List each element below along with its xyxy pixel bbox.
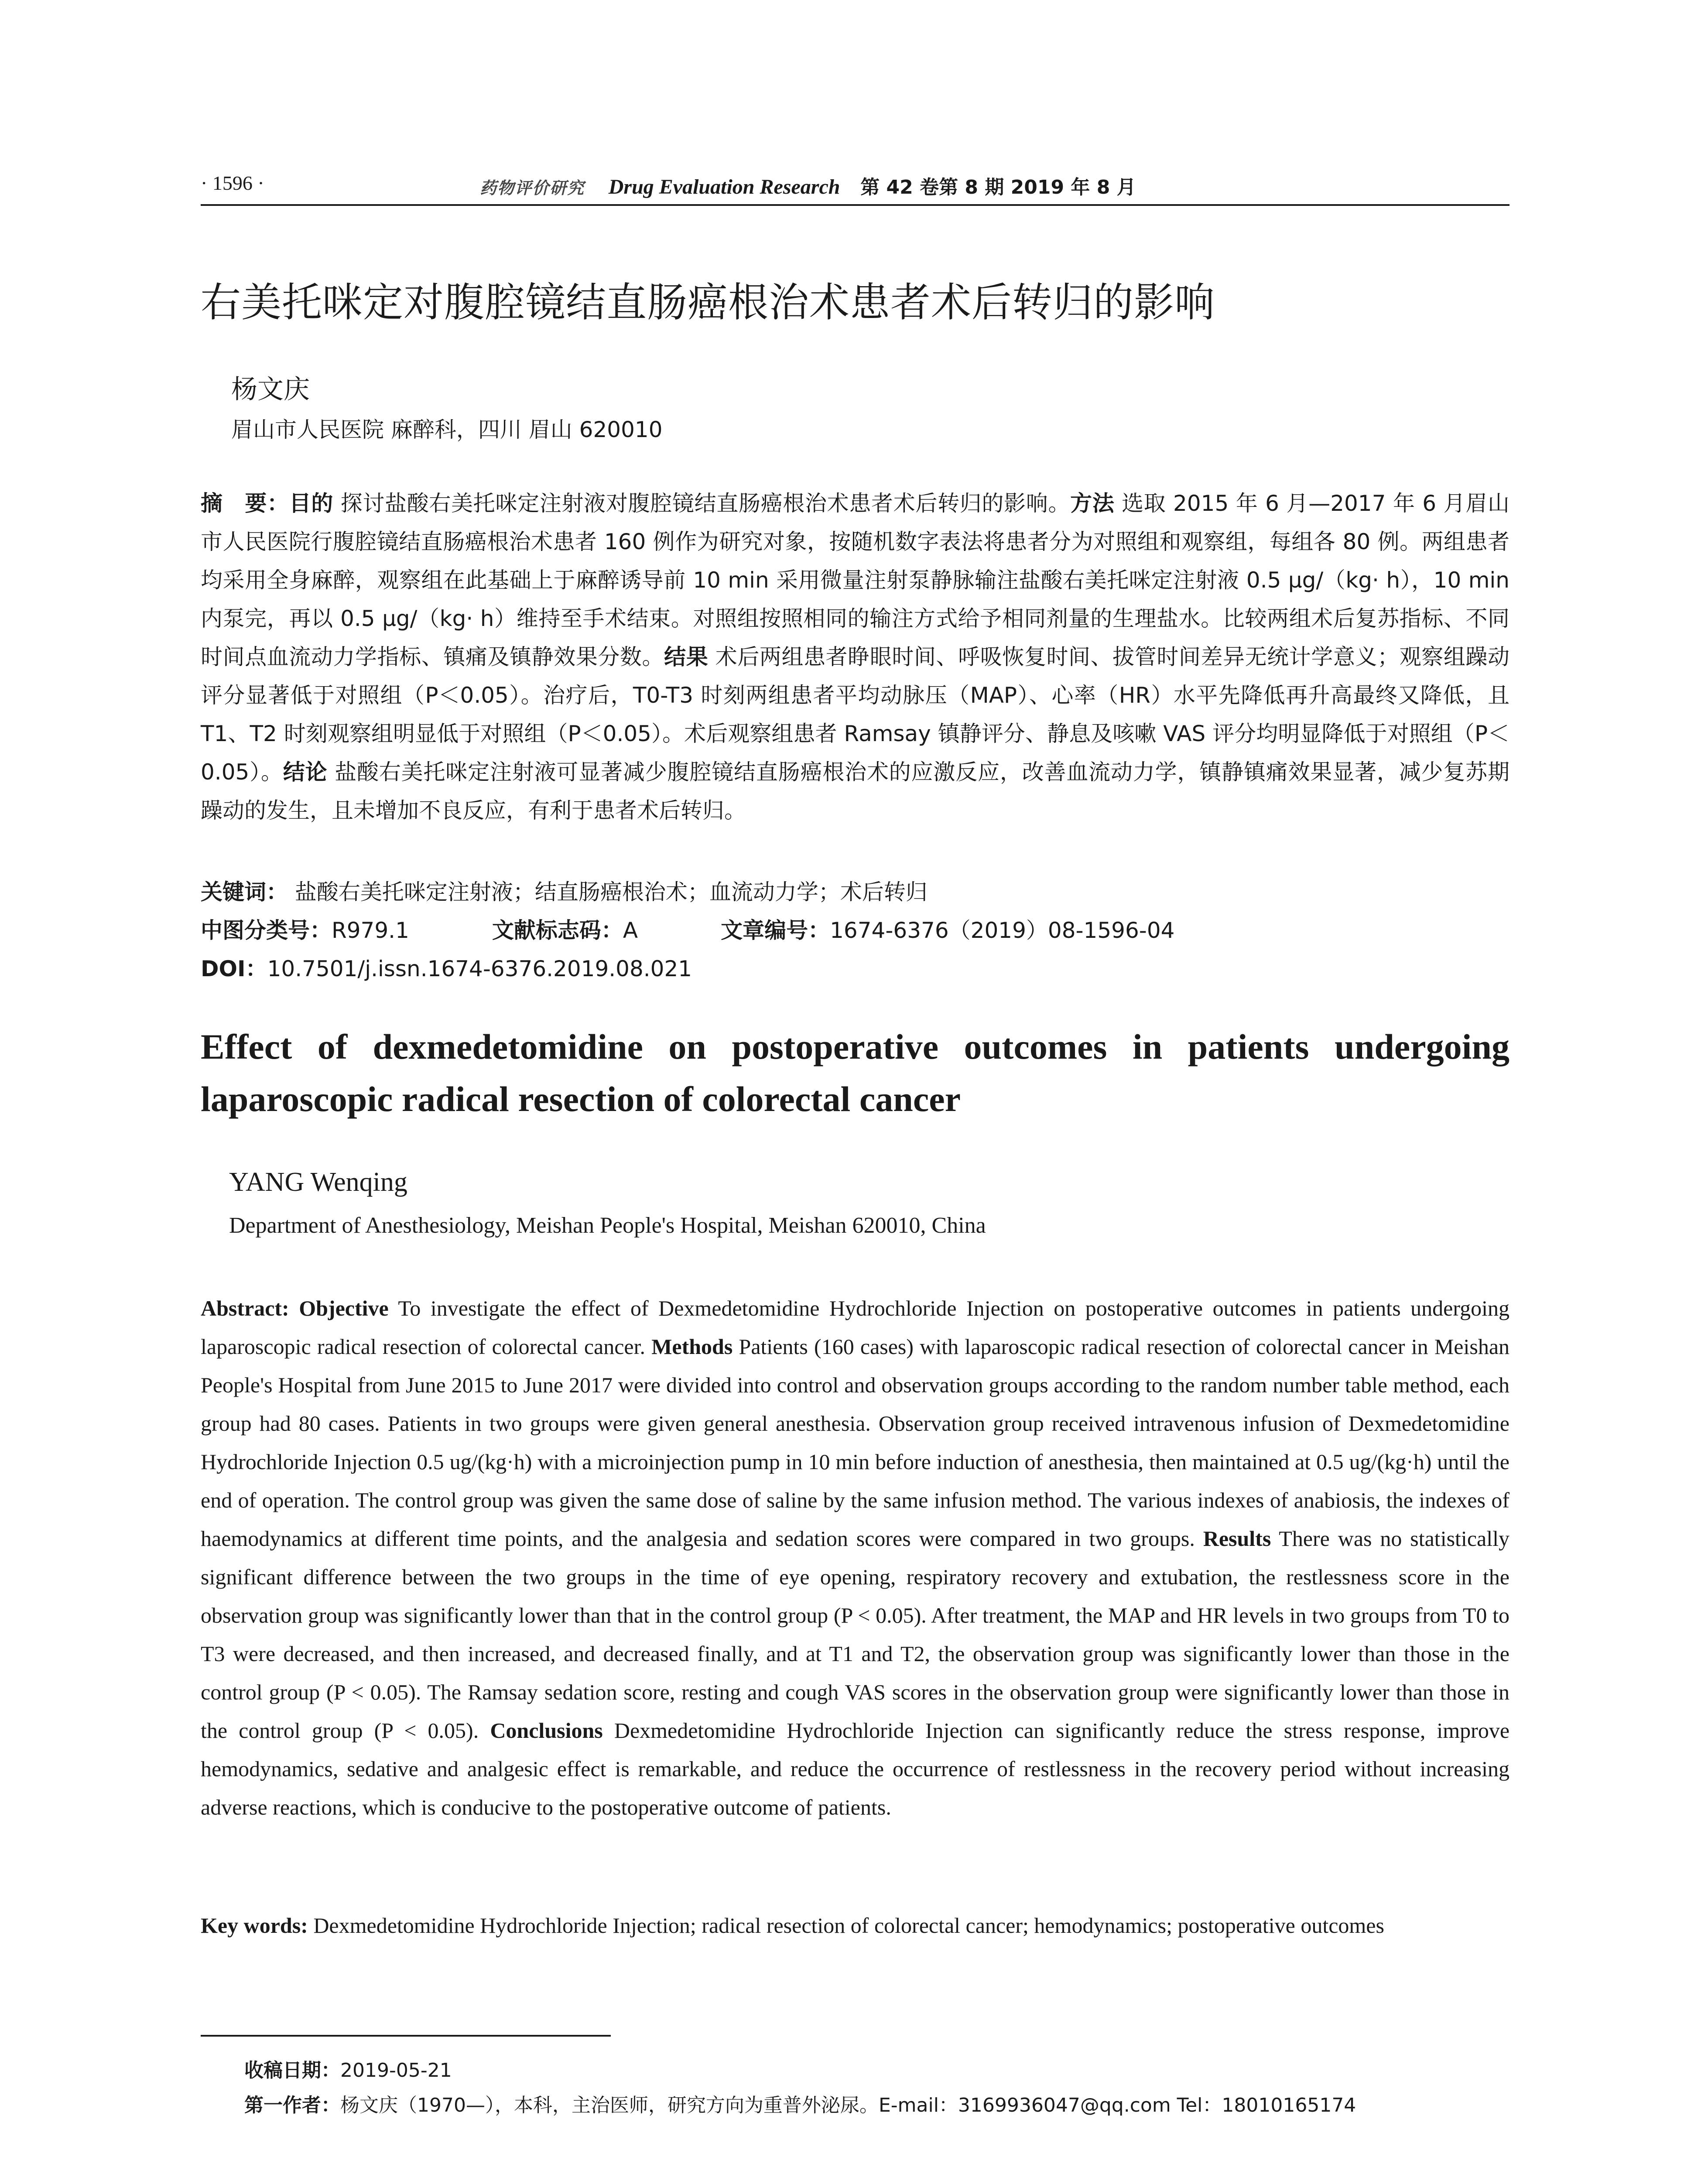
- en-abstract-label: Abstract:: [201, 1296, 289, 1320]
- cn-abstract: [201, 484, 1509, 830]
- footnote-divider: [201, 2035, 611, 2037]
- cn-title: 右美托咪定对腹腔镜结直肠癌根治术患者术后转归的影响: [201, 279, 1215, 326]
- cn-results-text: 术后两组患者睁眼时间、呼吸恢复时间、拔管时间差异无统计学意义；观察组躁动评分显著低于对照组（P＜0.05）。治疗后，T0-T3 时刻两组患者平均动脉压（MAP）、心率（HR）水平先降低再升高最终又降低，且 T1、T2 时刻观察组明显低于对照组（P＜0.05）。术后观察组患者 Ramsay 镇静评分、静息及咳嗽 VAS 评分均明显降低于对照组（P＜0.05）。: [201, 644, 1510, 785]
- journal-volume: 第 42 卷第 8 期 2019 年 8 月: [860, 176, 1136, 198]
- cn-doc-code: A: [623, 918, 638, 943]
- cn-keywords: 盐酸右美托咪定注射液；结直肠癌根治术；血流动力学；术后转归: [294, 879, 928, 905]
- cn-conclusion-text: 盐酸右美托咪定注射液可显著减少腹腔镜结直肠癌根治术的应激反应，改善血流动力学，镇静镇痛效果显著，减少复苏期躁动的发生，且未增加不良反应，有利于患者术后转归。: [201, 759, 1510, 823]
- en-affiliation: Department of Anesthesiology, Meishan People's Hospital, Meishan 620010, China: [229, 1213, 986, 1238]
- en-conclusions-text: Dexmedetomidine Hydrochloride Injection can significantly reduce the stress response, improve hemodynamics, sedative and analgesic effect is remarkable, and reduce the occurrence of restlessness in the recovery period without increasing adverse reactions, which is conducive to the postoperative outcome of patients.: [201, 1718, 1510, 1819]
- footnote-received-date: 2019-05-21: [340, 2059, 452, 2082]
- cn-keywords-label: 关键词：: [201, 879, 288, 905]
- en-keywords-block: [201, 1906, 1509, 1945]
- cn-objective-label: 目的: [289, 491, 334, 516]
- journal-logo: 药物评价研究: [480, 178, 585, 198]
- en-author: YANG Wenqing: [229, 1167, 407, 1197]
- cn-article-no: 1674-6376（2019）08-1596-04: [830, 918, 1175, 943]
- cn-keywords-line: [201, 875, 928, 906]
- en-methods-text: Patients (160 cases) with laparoscopic radical resection of colorectal cancer in Meishan People's Hospital from June 2015 to June 2017 were divided into control and observation groups according to the random number table method, each group had 80 cases. Patients in two groups were given general anesthesia. Observation group received intravenous infusion of Dexmedetomidine Hydrochloride Injection 0.5 ug/(kg·h) with a microinjection pump in 10 min before induction of anesthesia, then maintained at 0.5 ug/(kg·h) until the end of operation. The control group was given the same dose of saline by the same infusion method. The various indexes of anabiosis, the indexes of haemodynamics at different time points, and the analgesia and sedation scores were compared in two groups.: [201, 1334, 1510, 1551]
- en-objective-label: Objective: [299, 1296, 389, 1320]
- footnote-received: [244, 2055, 452, 2082]
- cn-classification-line: [201, 913, 1174, 944]
- cn-clc-label: 中图分类号：: [201, 918, 332, 943]
- cn-doc-code-label: 文献标志码：: [492, 918, 623, 943]
- en-abstract: [201, 1289, 1509, 1826]
- cn-conclusion-label: 结论: [283, 759, 328, 785]
- cn-clc: R979.1: [332, 918, 409, 943]
- journal-line: [480, 171, 1136, 199]
- en-keywords-label: Key words:: [201, 1913, 308, 1938]
- cn-methods-label: 方法: [1070, 491, 1115, 516]
- cn-author: 杨文庆: [231, 374, 310, 405]
- cn-doi: 10.7501/j.issn.1674-6376.2019.08.021: [267, 956, 692, 981]
- footnote-received-label: 收稿日期：: [244, 2059, 340, 2082]
- cn-results-label: 结果: [664, 644, 709, 670]
- cn-affiliation: 眉山市人民医院 麻醉科，四川 眉山 620010: [231, 417, 663, 442]
- en-results-label: Results: [1203, 1526, 1271, 1551]
- footnote-first-author-text: 杨文庆（1970—），本科，主治医师，研究方向为重普外泌尿。E-mail：3169936047@qq.com Tel：18010165174: [340, 2094, 1356, 2116]
- en-conclusions-label: Conclusions: [490, 1718, 603, 1743]
- page-number: · 1596 ·: [201, 172, 264, 194]
- en-title: Effect of dexmedetomidine on postoperative outcomes in patients undergoing laparoscopic radical resection of colorectal cancer: [201, 1027, 1509, 1119]
- journal-name-en: Drug Evaluation Research: [608, 175, 840, 198]
- footnote-first-author-label: 第一作者：: [244, 2094, 340, 2116]
- footnote-first-author: [244, 2089, 1356, 2117]
- cn-article-no-label: 文章编号：: [721, 918, 830, 943]
- cn-objective-text: 探讨盐酸右美托咪定注射液对腹腔镜结直肠癌根治术患者术后转归的影响。: [340, 491, 1071, 516]
- en-methods-label: Methods: [651, 1334, 733, 1359]
- running-header: [201, 168, 1509, 203]
- cn-methods-text: 选取 2015 年 6 月—2017 年 6 月眉山市人民医院行腹腔镜结直肠癌根治术患者 160 例作为研究对象，按随机数字表法将患者分为对照组和观察组，每组各 80 例。两组患者均采用全身麻醉，观察组在此基础上于麻醉诱导前 10 min 采用微量注射泵静脉输注盐酸右美托咪定注射液 0.5 μg/（kg· h），10 min 内泵完，再以 0.5 μg/（kg· h）维持至手术结束。对照组按照相同的输注方式给予相同剂量的生理盐水。比较两组术后复苏指标、不同时间点血流动力学指标、镇痛及镇静效果分数。: [201, 491, 1510, 670]
- en-objective-text: To investigate the effect of Dexmedetomidine Hydrochloride Injection on postoperative outcomes in patients undergoing laparoscopic radical resection of colorectal cancer.: [201, 1296, 1509, 1359]
- cn-doi-label: DOI：: [201, 956, 267, 981]
- cn-abstract-label: 摘 要：: [201, 491, 289, 516]
- en-results-text: There was no statistically significant difference between the two groups in the time of eye opening, respiratory recovery and extubation, the restlessness score in the observation group was significantly lower than that in the control group (P < 0.05). After treatment, the MAP and HR levels in two groups from T0 to T3 were decreased, and then increased, and decreased finally, and at T1 and T2, the observation group was significantly lower than those in the control group (P < 0.05). The Ramsay sedation score, resting and cough VAS scores in the observation group were significantly lower than those in the control group (P < 0.05).: [201, 1526, 1509, 1743]
- cn-doi-line: [201, 951, 692, 983]
- header-divider: [201, 204, 1509, 206]
- en-keywords: Dexmedetomidine Hydrochloride Injection; radical resection of colorectal cancer; hemodynamics; postoperative outcomes: [313, 1913, 1384, 1938]
